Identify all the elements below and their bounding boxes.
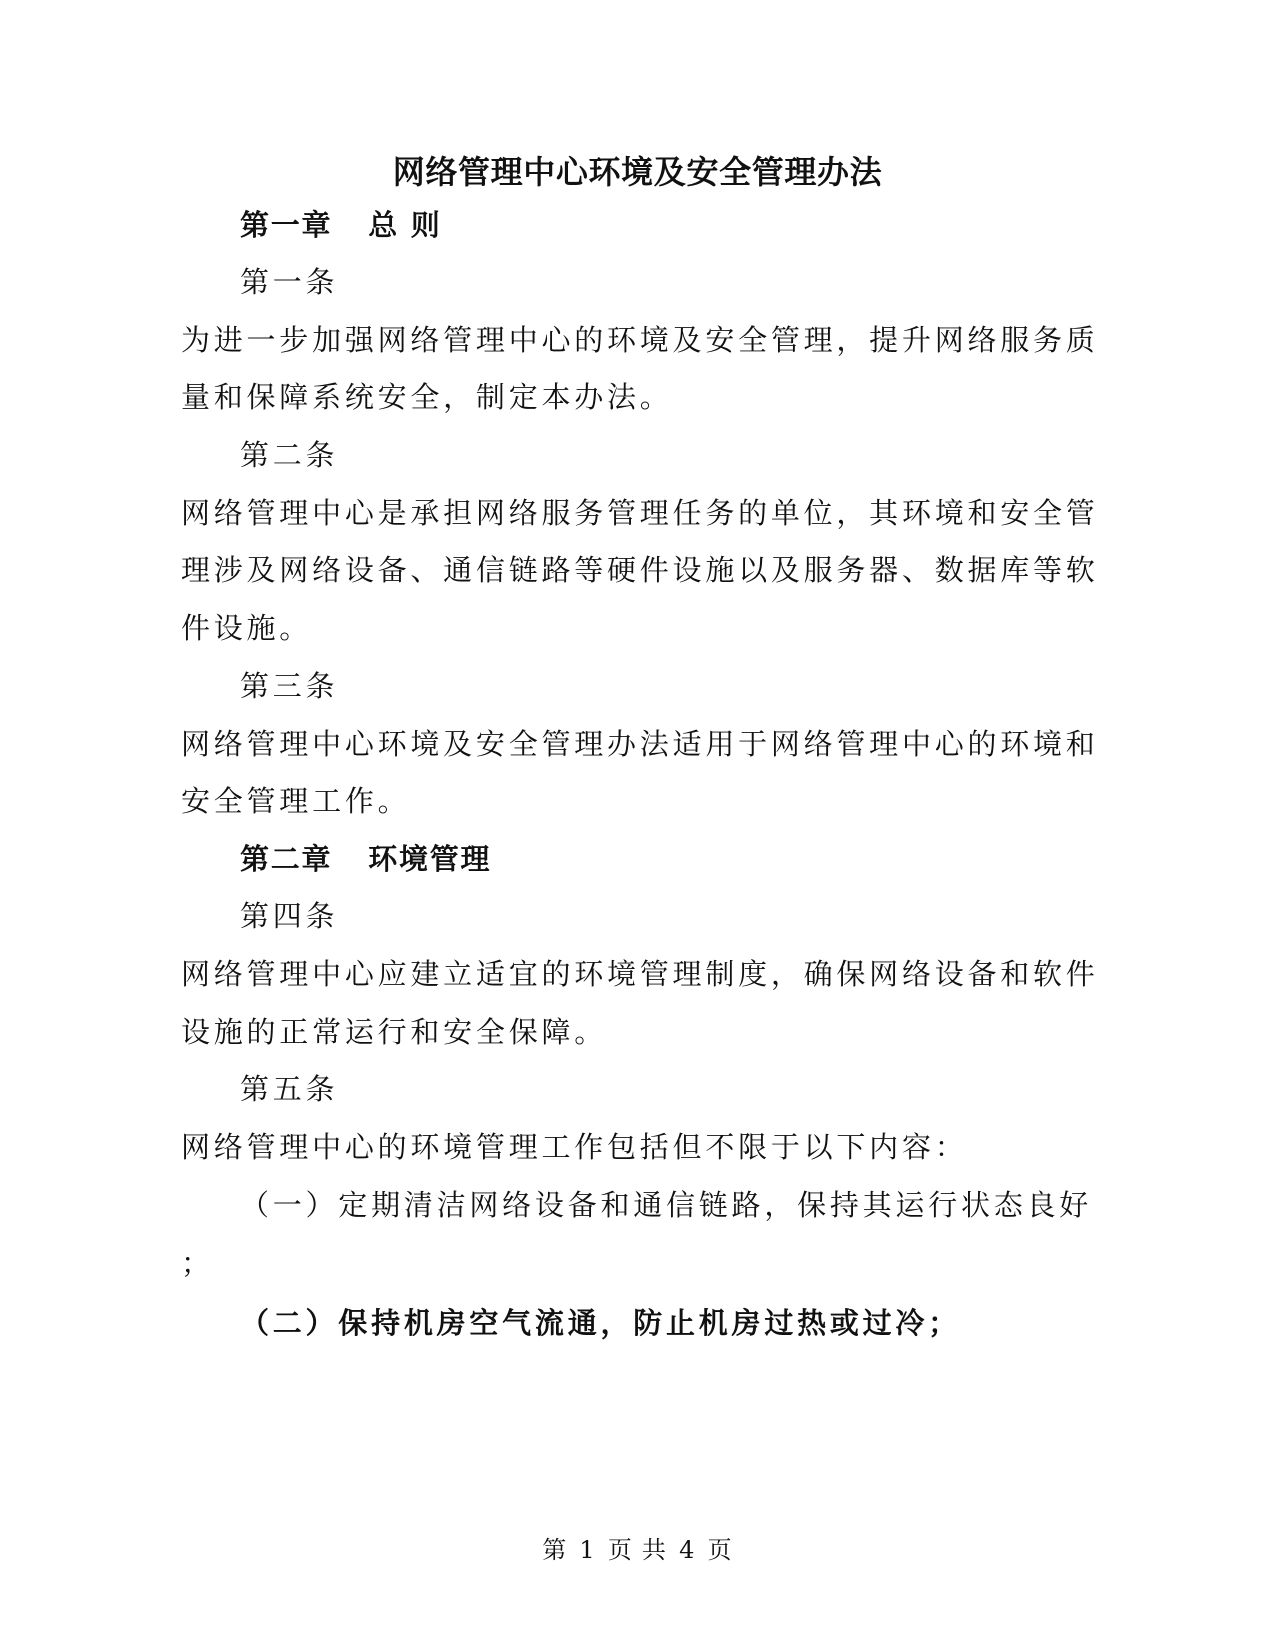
article-3-line-1: 网络管理中心环境及安全管理办法适用于网络管理中心的环境和 bbox=[181, 727, 1099, 761]
article-4-line-1: 网络管理中心应建立适宜的环境管理制度，确保网络设备和软件 bbox=[181, 957, 1099, 991]
footer-total-pages: 4 bbox=[679, 1536, 696, 1564]
list-item-1-continuation: ； bbox=[181, 1246, 214, 1280]
chapter-2-number: 第二章 bbox=[240, 842, 333, 876]
chapter-1-name: 总 则 bbox=[368, 208, 442, 242]
article-1-heading: 第一条 bbox=[240, 265, 339, 299]
article-2-heading: 第二条 bbox=[240, 438, 339, 472]
chapter-1-heading bbox=[240, 205, 442, 245]
list-item-2: （二）保持机房空气流通，防止机房过热或过冷； bbox=[240, 1306, 961, 1340]
chapter-2-name: 环境管理 bbox=[368, 842, 492, 876]
article-2-line-3: 件设施。 bbox=[181, 611, 313, 645]
article-2-line-1: 网络管理中心是承担网络服务管理任务的单位，其环境和安全管 bbox=[181, 496, 1099, 530]
article-4-line-2: 设施的正常运行和安全保障。 bbox=[181, 1015, 608, 1049]
article-1-line-2: 量和保障系统安全，制定本办法。 bbox=[181, 380, 673, 414]
footer-prefix: 第 bbox=[542, 1536, 568, 1564]
document-title: 网络管理中心环境及安全管理办法 bbox=[392, 153, 883, 191]
footer-middle: 页 共 bbox=[607, 1536, 668, 1564]
footer-suffix: 页 bbox=[707, 1536, 733, 1564]
chapter-1-number: 第一章 bbox=[240, 208, 333, 242]
article-2-line-2: 理涉及网络设备、通信链路等硬件设施以及服务器、数据库等软 bbox=[181, 553, 1099, 587]
article-3-line-2: 安全管理工作。 bbox=[181, 784, 411, 818]
footer-page-number: 1 bbox=[579, 1536, 596, 1564]
list-item-1: （一）定期清洁网络设备和通信链路，保持其运行状态良好 bbox=[240, 1188, 1093, 1222]
article-5-heading: 第五条 bbox=[240, 1072, 339, 1106]
article-5-line-1: 网络管理中心的环境管理工作包括但不限于以下内容： bbox=[181, 1130, 968, 1164]
article-4-heading: 第四条 bbox=[240, 899, 339, 933]
chapter-2-heading bbox=[240, 839, 491, 879]
article-1-line-1: 为进一步加强网络管理中心的环境及安全管理，提升网络服务质 bbox=[181, 323, 1099, 357]
page-footer bbox=[0, 1534, 1275, 1566]
article-3-heading: 第三条 bbox=[240, 669, 339, 703]
